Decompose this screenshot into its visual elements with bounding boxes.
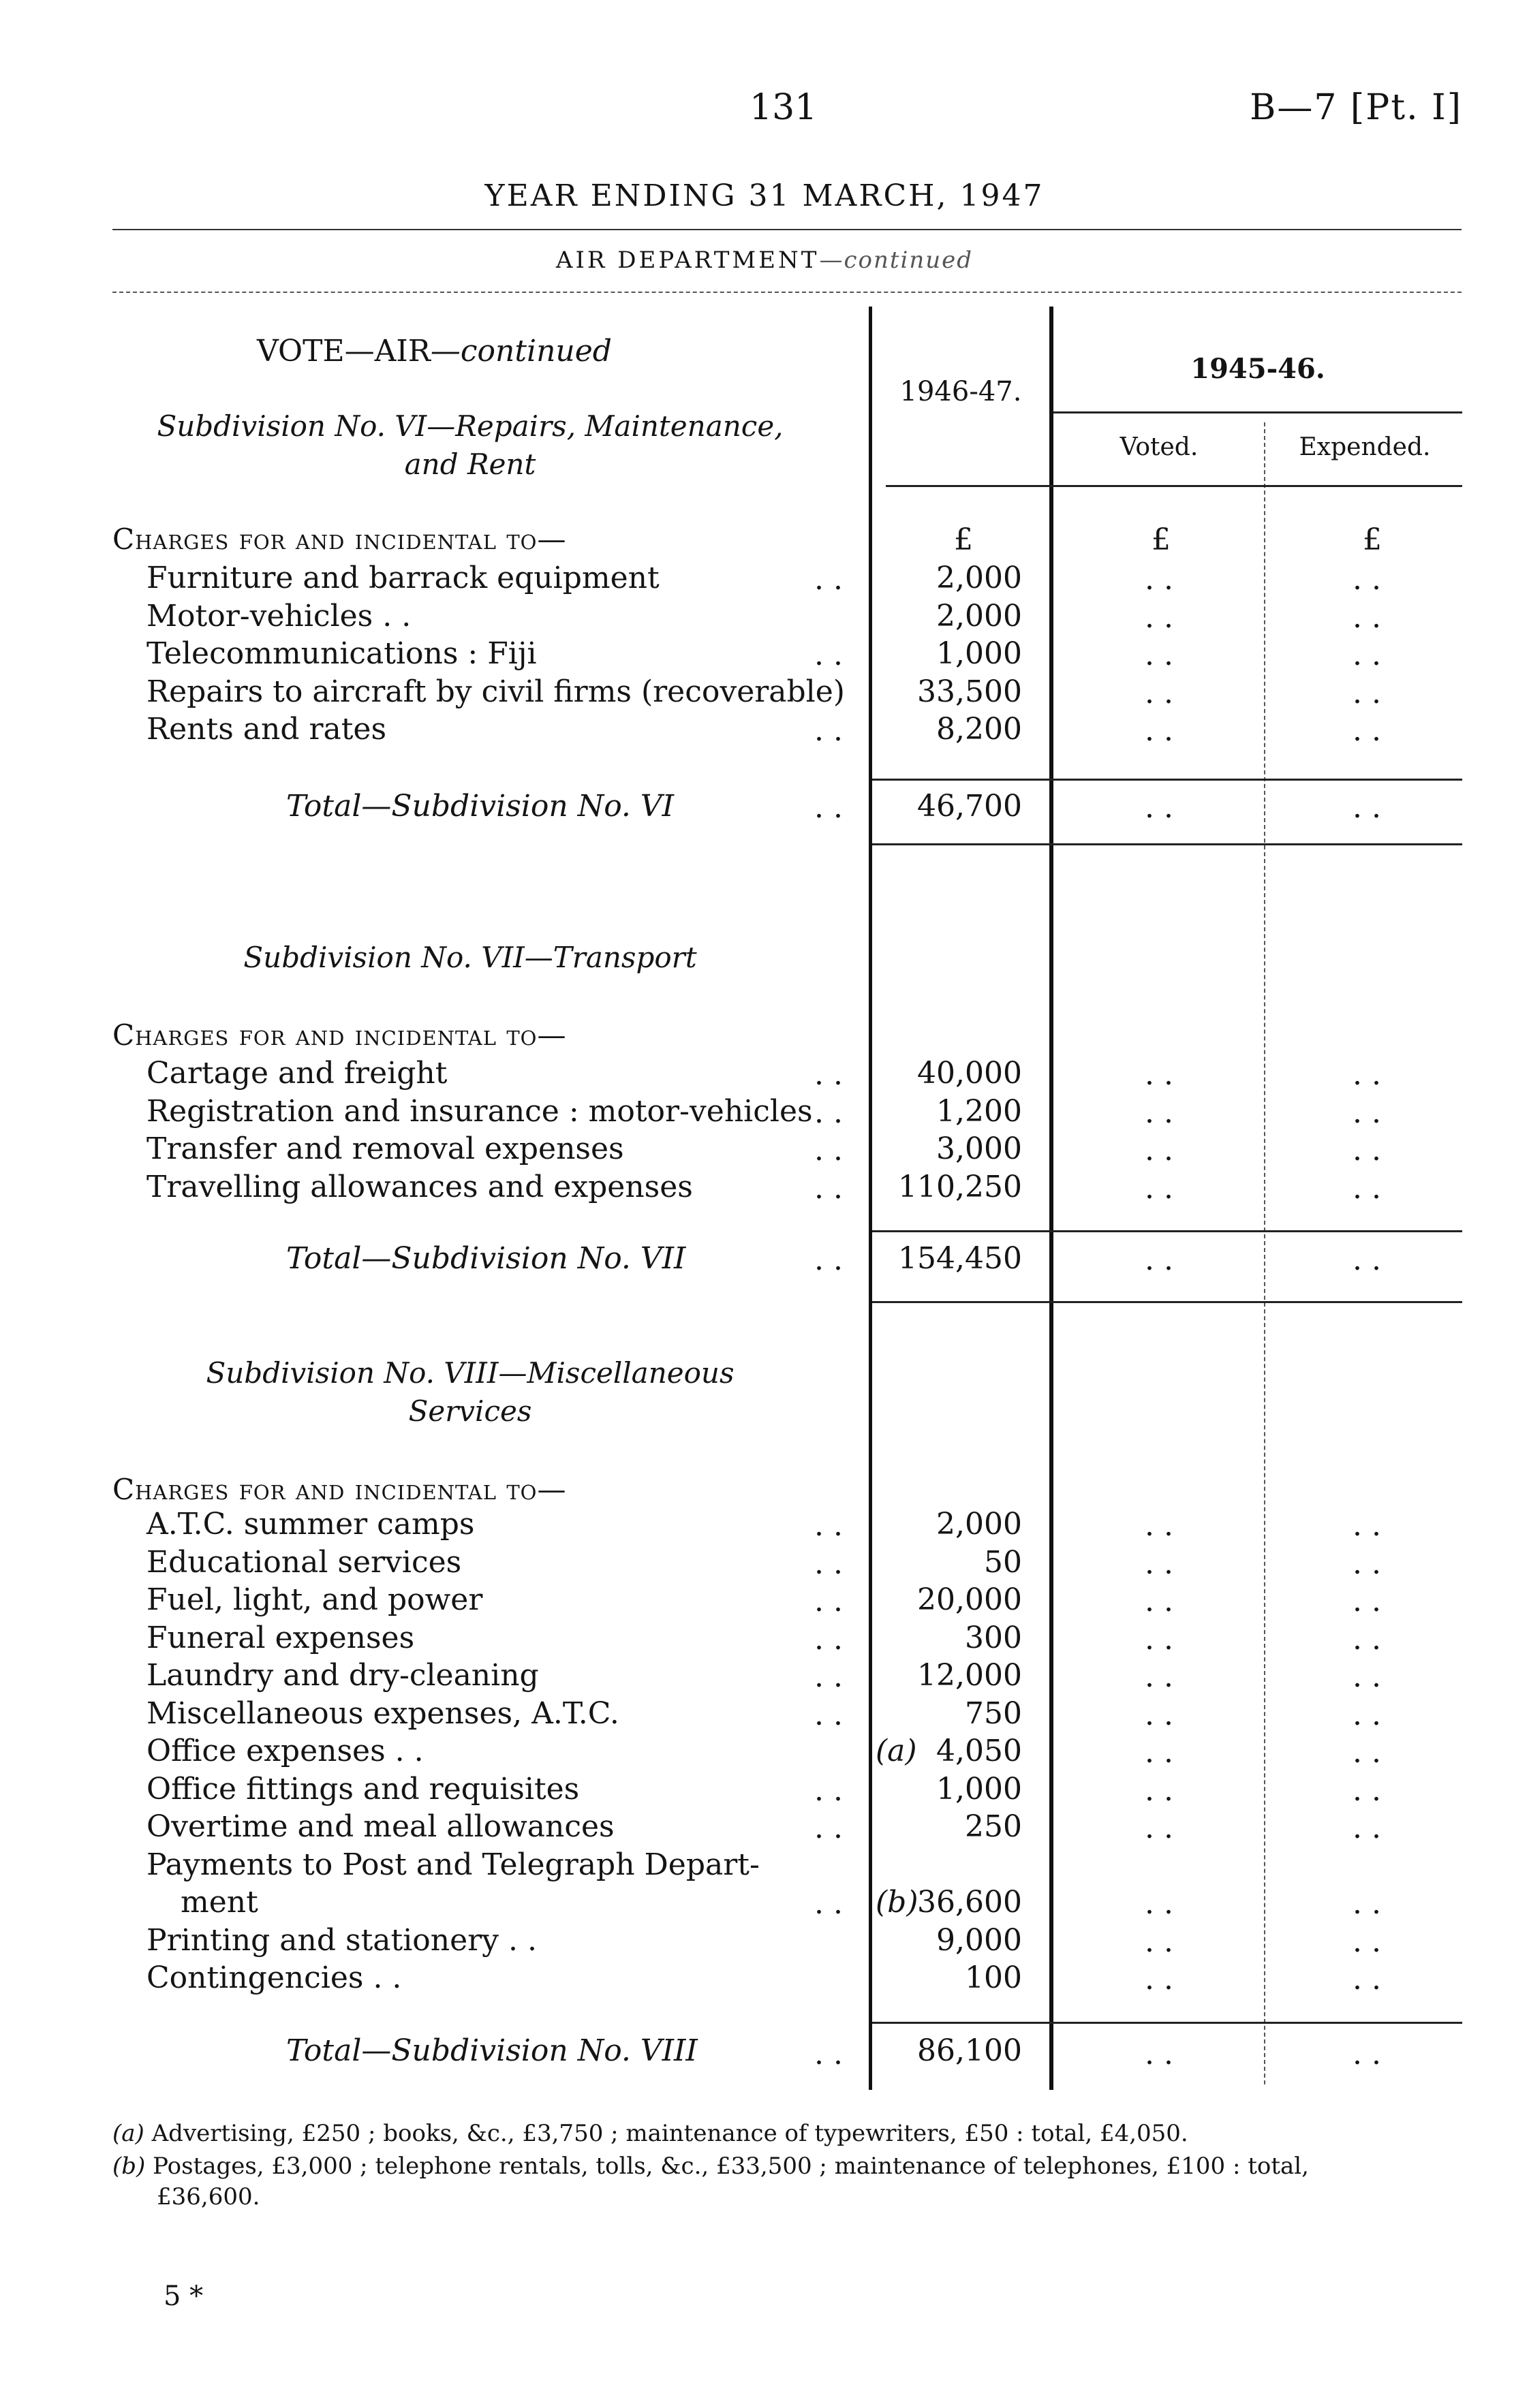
voted-placeholder: . . bbox=[1145, 1697, 1173, 1732]
voted-placeholder: . . bbox=[1145, 1924, 1173, 1959]
expended-placeholder: . . bbox=[1353, 1886, 1381, 1921]
total-rule bbox=[872, 843, 1462, 845]
voted-placeholder: . . bbox=[1145, 1057, 1173, 1092]
expended-placeholder: . . bbox=[1353, 1508, 1381, 1543]
section-heading-line: and Rent bbox=[404, 448, 536, 481]
total-amount: 86,100 bbox=[917, 2033, 1022, 2068]
footnote-ref: (b) bbox=[876, 1885, 918, 1920]
column-rule-voted bbox=[1264, 422, 1265, 2084]
charges-label: Charges for and incidental to— bbox=[112, 522, 567, 556]
total-rule bbox=[872, 1301, 1462, 1303]
row-label: Rents and rates bbox=[146, 712, 387, 747]
footnote-b-continued: £36,600. bbox=[157, 2183, 260, 2210]
row-label: Funeral expenses bbox=[146, 1620, 415, 1655]
expended-placeholder: . . bbox=[1353, 599, 1381, 635]
leader-dots: . . bbox=[814, 1659, 843, 1694]
expended-placeholder: . . bbox=[1353, 1057, 1381, 1092]
row-label: Laundry and dry-cleaning bbox=[146, 1658, 539, 1693]
voted-placeholder: . . bbox=[1145, 1659, 1173, 1694]
voted-placeholder: . . bbox=[1145, 562, 1173, 597]
voted-placeholder: . . bbox=[1145, 638, 1173, 672]
footnote-ref: (a) bbox=[876, 1734, 917, 1768]
total-label: Total—Subdivision No. VII bbox=[286, 1241, 686, 1276]
leader-dots: . . bbox=[814, 1133, 843, 1168]
currency-voted: £ bbox=[1152, 522, 1171, 557]
total-amount: 154,450 bbox=[898, 1241, 1022, 1276]
section-heading-line: Subdivision No. VIII—Miscellaneous bbox=[206, 1356, 735, 1390]
footnote-a bbox=[112, 2120, 1188, 2147]
amount-1946-47: 300 bbox=[965, 1620, 1022, 1655]
currency-current: £ bbox=[954, 522, 973, 557]
expended-placeholder: . . bbox=[1353, 1811, 1381, 1845]
amount-1946-47: 12,000 bbox=[917, 1658, 1022, 1693]
expended-placeholder: . . bbox=[1353, 1170, 1381, 1206]
footnote-mark: (a) bbox=[112, 2120, 144, 2147]
total-rule bbox=[872, 779, 1462, 781]
vote-title bbox=[0, 334, 869, 369]
voted-placeholder: . . bbox=[1145, 1546, 1173, 1581]
row-label: Printing and stationery . . bbox=[146, 1922, 537, 1958]
department-name: AIR DEPARTMENT bbox=[555, 247, 820, 274]
amount-1946-47: 4,050 bbox=[936, 1734, 1022, 1768]
header-rule bbox=[112, 229, 1462, 230]
amount-1946-47: 250 bbox=[965, 1809, 1022, 1844]
section-heading-line: Services bbox=[408, 1394, 532, 1428]
leader-dots: . . bbox=[814, 2037, 843, 2071]
charges-label: Charges for and incidental to— bbox=[112, 1018, 567, 1052]
row-label: Educational services bbox=[146, 1544, 462, 1580]
voted-placeholder: . . bbox=[1145, 1772, 1173, 1808]
voted-placeholder: . . bbox=[1145, 713, 1173, 748]
row-label: Payments to Post and Telegraph Depart- bbox=[146, 1847, 760, 1882]
row-label: Office expenses . . bbox=[146, 1734, 424, 1768]
charges-label: Charges for and incidental to— bbox=[112, 1473, 567, 1506]
amount-1946-47: 110,250 bbox=[898, 1169, 1022, 1204]
column-header-previous: 1945-46. bbox=[1190, 353, 1325, 385]
expended-placeholder: . . bbox=[1353, 638, 1381, 672]
leader-dots: . . bbox=[814, 1170, 843, 1206]
leader-dots: . . bbox=[814, 713, 843, 748]
leader-dots: . . bbox=[814, 1886, 843, 1921]
expended-placeholder: . . bbox=[1353, 1546, 1381, 1581]
row-label: Cartage and freight bbox=[146, 1056, 448, 1091]
amount-1946-47: 2,000 bbox=[936, 561, 1022, 595]
department-continued: —continued bbox=[819, 247, 974, 274]
voted-placeholder: . . bbox=[1145, 1584, 1173, 1619]
voted-placeholder: . . bbox=[1145, 1508, 1173, 1543]
amount-1946-47: 750 bbox=[965, 1695, 1022, 1731]
leader-dots: . . bbox=[814, 1095, 843, 1130]
amount-1946-47: 33,500 bbox=[917, 674, 1022, 709]
leader-dots: . . bbox=[814, 790, 843, 825]
expended-placeholder: . . bbox=[1353, 1621, 1381, 1657]
row-label: Telecommunications : Fiji bbox=[146, 636, 537, 671]
expended-placeholder: . . bbox=[1353, 675, 1381, 710]
leader-dots: . . bbox=[814, 1546, 843, 1581]
amount-1946-47: 36,600 bbox=[917, 1885, 1022, 1920]
column-header-rule bbox=[886, 485, 1462, 487]
leader-dots: . . bbox=[814, 638, 843, 672]
section-heading-line: Subdivision No. VI—Repairs, Maintenance, bbox=[157, 409, 784, 443]
voted-placeholder: . . bbox=[1145, 1621, 1173, 1657]
footnote-mark: (b) bbox=[112, 2153, 146, 2180]
row-label: Overtime and meal allowances bbox=[146, 1809, 615, 1844]
voted-placeholder: . . bbox=[1145, 599, 1173, 635]
leader-dots: . . bbox=[814, 1242, 843, 1277]
section-heading bbox=[112, 407, 828, 484]
expended-placeholder: . . bbox=[1353, 1242, 1381, 1277]
voted-placeholder: . . bbox=[1145, 1962, 1173, 1997]
currency-expended: £ bbox=[1363, 522, 1382, 557]
footnote-text: Postages, £3,000 ; telephone rentals, tolls, &c., £33,500 ; maintenance of telephones, £100 : total, bbox=[153, 2153, 1309, 2180]
expended-placeholder: . . bbox=[1353, 713, 1381, 748]
amount-1946-47: 1,200 bbox=[936, 1093, 1022, 1129]
amount-1946-47: 100 bbox=[965, 1960, 1022, 1995]
voted-placeholder: . . bbox=[1145, 1133, 1173, 1168]
row-label: Registration and insurance : motor-vehicles bbox=[146, 1093, 813, 1129]
expended-placeholder: . . bbox=[1353, 2037, 1381, 2071]
voted-placeholder: . . bbox=[1145, 1811, 1173, 1845]
leader-dots: . . bbox=[814, 1772, 843, 1808]
row-label: Transfer and removal expenses bbox=[146, 1131, 624, 1166]
expended-placeholder: . . bbox=[1353, 1659, 1381, 1694]
voted-placeholder: . . bbox=[1145, 1242, 1173, 1277]
expended-placeholder: . . bbox=[1353, 1924, 1381, 1959]
page-reference: B—7 [Pt. I] bbox=[1250, 87, 1462, 128]
leader-dots: . . bbox=[814, 1057, 843, 1092]
row-label: Repairs to aircraft by civil firms (recoverable) bbox=[146, 674, 845, 709]
expended-placeholder: . . bbox=[1353, 1697, 1381, 1732]
column-header-voted: Voted. bbox=[1119, 433, 1199, 461]
footnote-text: Advertising, £250 ; books, &c., £3,750 ; maintenance of typewriters, £50 : total, £4,050. bbox=[151, 2120, 1188, 2147]
voted-placeholder: . . bbox=[1145, 1170, 1173, 1206]
row-label: Travelling allowances and expenses bbox=[146, 1169, 693, 1204]
page-number: 131 bbox=[750, 87, 818, 128]
expended-placeholder: . . bbox=[1353, 1584, 1381, 1619]
section-heading bbox=[112, 1354, 828, 1430]
total-amount: 46,700 bbox=[917, 789, 1022, 824]
amount-1946-47: 50 bbox=[984, 1544, 1022, 1580]
column-header-current: 1946-47. bbox=[899, 376, 1022, 407]
leader-dots: . . bbox=[814, 1508, 843, 1543]
column-rule-previous bbox=[1049, 307, 1053, 2090]
voted-placeholder: . . bbox=[1145, 1735, 1173, 1770]
amount-1946-47: 8,200 bbox=[936, 712, 1022, 747]
amount-1946-47: 3,000 bbox=[936, 1131, 1022, 1166]
voted-placeholder: . . bbox=[1145, 1095, 1173, 1130]
year-title: YEAR ENDING 31 MARCH, 1947 bbox=[484, 178, 1045, 213]
total-label: Total—Subdivision No. VI bbox=[286, 789, 675, 824]
amount-1946-47: 1,000 bbox=[936, 1771, 1022, 1807]
vote-name: VOTE—AIR bbox=[257, 334, 431, 369]
amount-1946-47: 40,000 bbox=[917, 1056, 1022, 1091]
voted-placeholder: . . bbox=[1145, 675, 1173, 710]
amount-1946-47: 2,000 bbox=[936, 1507, 1022, 1542]
amount-1946-47: 2,000 bbox=[936, 598, 1022, 634]
row-label: Furniture and barrack equipment bbox=[146, 561, 660, 595]
amount-1946-47: 20,000 bbox=[917, 1582, 1022, 1617]
previous-year-rule bbox=[1053, 411, 1462, 413]
row-label: Office fittings and requisites bbox=[146, 1771, 580, 1807]
column-header-expended: Expended. bbox=[1299, 433, 1431, 461]
expended-placeholder: . . bbox=[1353, 1772, 1381, 1808]
voted-placeholder: . . bbox=[1145, 1886, 1173, 1921]
row-label: A.T.C. summer camps bbox=[146, 1507, 475, 1542]
leader-dots: . . bbox=[814, 1621, 843, 1657]
vote-continued: —continued bbox=[430, 334, 612, 369]
dept-rule bbox=[112, 292, 1462, 293]
total-rule bbox=[872, 2022, 1462, 2024]
amount-1946-47: 9,000 bbox=[936, 1922, 1022, 1958]
row-label: Motor-vehicles . . bbox=[146, 598, 412, 634]
expended-placeholder: . . bbox=[1353, 562, 1381, 597]
expended-placeholder: . . bbox=[1353, 1962, 1381, 1997]
total-label: Total—Subdivision No. VIII bbox=[286, 2033, 698, 2068]
leader-dots: . . bbox=[814, 1811, 843, 1845]
signature-mark: 5 * bbox=[164, 2281, 204, 2312]
footnote-b bbox=[112, 2153, 1309, 2180]
department-title bbox=[0, 247, 1529, 274]
leader-dots: . . bbox=[814, 1697, 843, 1732]
amount-1946-47: 1,000 bbox=[936, 636, 1022, 671]
leader-dots: . . bbox=[814, 1584, 843, 1619]
expended-placeholder: . . bbox=[1353, 1095, 1381, 1130]
expended-placeholder: . . bbox=[1353, 790, 1381, 825]
section-heading bbox=[112, 939, 828, 977]
expended-placeholder: . . bbox=[1353, 1735, 1381, 1770]
section-heading-line: Subdivision No. VII—Transport bbox=[243, 941, 697, 974]
voted-placeholder: . . bbox=[1145, 790, 1173, 825]
row-label: Fuel, light, and power bbox=[146, 1582, 483, 1617]
column-rule-current bbox=[869, 307, 872, 2090]
expended-placeholder: . . bbox=[1353, 1133, 1381, 1168]
leader-dots: . . bbox=[814, 562, 843, 597]
row-label-continued: ment bbox=[181, 1885, 258, 1920]
row-label: Miscellaneous expenses, A.T.C. bbox=[146, 1695, 619, 1731]
voted-placeholder: . . bbox=[1145, 2037, 1173, 2071]
row-label: Contingencies . . bbox=[146, 1960, 402, 1995]
total-rule bbox=[872, 1230, 1462, 1232]
